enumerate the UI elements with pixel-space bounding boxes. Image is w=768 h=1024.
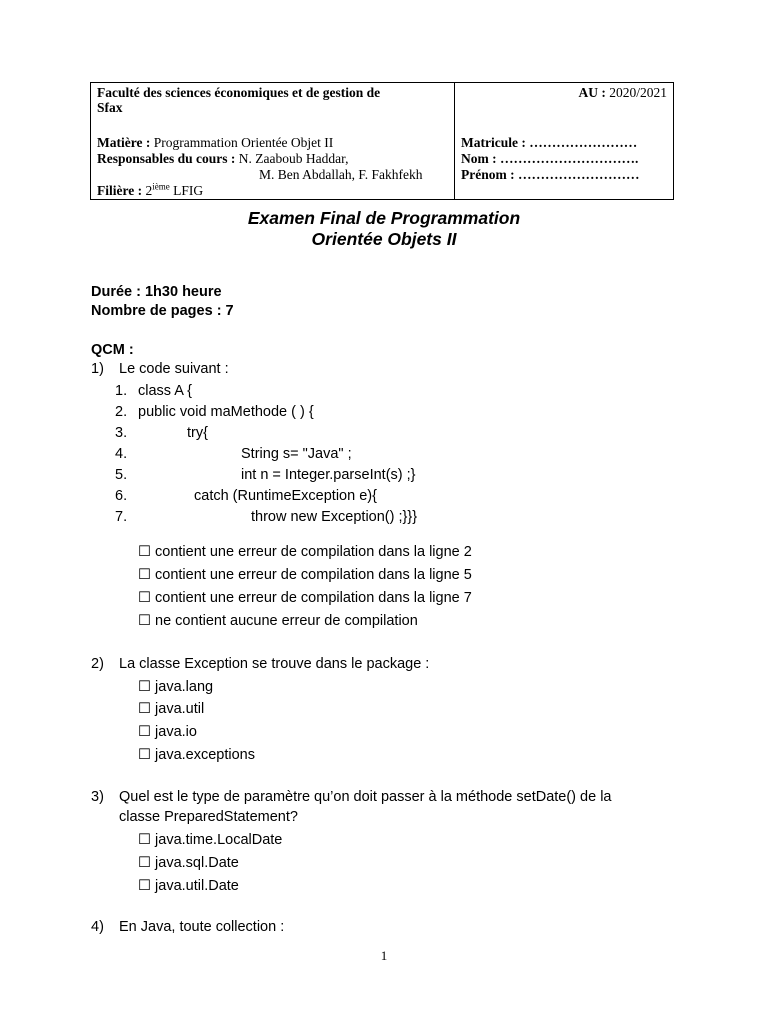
instructors-value-1: N. Zaaboub Haddar, [235, 151, 349, 166]
question-1-option[interactable]: ☐ contient une erreur de compilation dans la ligne 2 [138, 544, 472, 560]
question-2-option[interactable]: ☐ java.io [138, 724, 197, 740]
last-name-field: Nom : …………………………. [461, 151, 639, 166]
academic-year-value: 2020/2021 [605, 85, 667, 100]
question-1-option[interactable]: ☐ ne contient aucune erreur de compilation [138, 613, 418, 629]
code-line: class A { [138, 383, 193, 399]
page-count: Nombre de pages : 7 [91, 303, 234, 319]
question-2-option[interactable]: ☐ java.exceptions [138, 747, 255, 763]
question-1-option[interactable]: ☐ contient une erreur de compilation dans la ligne 5 [138, 567, 472, 583]
code-line: String s= "Java" ; [241, 446, 352, 462]
header-right-cell [455, 83, 673, 199]
instructors-line [97, 151, 348, 166]
page-number: 1 [380, 948, 388, 963]
code-line-number: 2. [115, 404, 128, 420]
code-line: int n = Integer.parseInt(s) ;} [241, 467, 416, 483]
question-1-number: 1) [91, 361, 104, 377]
code-line-number: 1. [115, 383, 128, 399]
question-3-option[interactable]: ☐ java.time.LocalDate [138, 832, 283, 848]
code-line-number: 5. [115, 467, 128, 483]
question-3-text-line1: Quel est le type de paramètre qu’on doit passer à la méthode setDate() de la [119, 789, 612, 805]
question-4-number: 4) [91, 919, 104, 935]
question-2-option[interactable]: ☐ java.util [138, 701, 205, 717]
program-value: LFIG [169, 183, 204, 198]
code-line-number: 3. [115, 425, 128, 441]
instructors-label: Responsables du cours : [97, 151, 236, 166]
question-2-text: La classe Exception se trouve dans le package : [119, 656, 430, 672]
program-year-suffix: ième [152, 181, 170, 192]
question-1-text: Le code suivant : [119, 361, 229, 377]
exam-title-line2: Orientée Objets II [311, 229, 457, 249]
question-3-option[interactable]: ☐ java.sql.Date [138, 855, 239, 871]
faculty-name-line1: Faculté des sciences économiques et de gestion de [97, 85, 381, 100]
question-2-option[interactable]: ☐ java.lang [138, 679, 214, 695]
faculty-name-line2: Sfax [97, 100, 123, 115]
subject-label: Matière : [97, 135, 151, 150]
code-line: try{ [187, 425, 208, 441]
question-3-option[interactable]: ☐ java.util.Date [138, 878, 239, 894]
program-label: Filière : [97, 183, 143, 198]
academic-year [578, 85, 667, 100]
question-4-text: En Java, toute collection : [119, 919, 285, 935]
first-name-field: Prénom : ……………………… [461, 167, 640, 182]
header-left-cell [91, 83, 455, 199]
instructors-value-2: M. Ben Abdallah, F. Fakhfekh [259, 167, 423, 182]
subject-line [97, 135, 333, 150]
student-id-field: Matricule : …………………… [461, 135, 638, 150]
code-line-number: 7. [115, 509, 128, 525]
code-line-number: 6. [115, 488, 128, 504]
exam-header-box [90, 82, 674, 200]
code-line: throw new Exception() ;}}} [251, 509, 418, 525]
code-line: public void maMethode ( ) { [138, 404, 314, 420]
academic-year-label: AU : [578, 85, 606, 100]
code-line: catch (RuntimeException e){ [194, 488, 377, 504]
question-3-text-line2: classe PreparedStatement? [119, 809, 298, 825]
question-1-option[interactable]: ☐ contient une erreur de compilation dans la ligne 7 [138, 590, 472, 606]
program-line [97, 183, 203, 198]
question-3-number: 3) [91, 789, 104, 805]
subject-value: Programmation Orientée Objet II [150, 135, 334, 150]
qcm-heading: QCM : [91, 342, 134, 358]
question-2-number: 2) [91, 656, 104, 672]
exam-title-line1: Examen Final de Programmation [247, 208, 521, 228]
duration: Durée : 1h30 heure [91, 284, 222, 300]
code-line-number: 4. [115, 446, 128, 462]
program-year: 2 [142, 183, 153, 198]
